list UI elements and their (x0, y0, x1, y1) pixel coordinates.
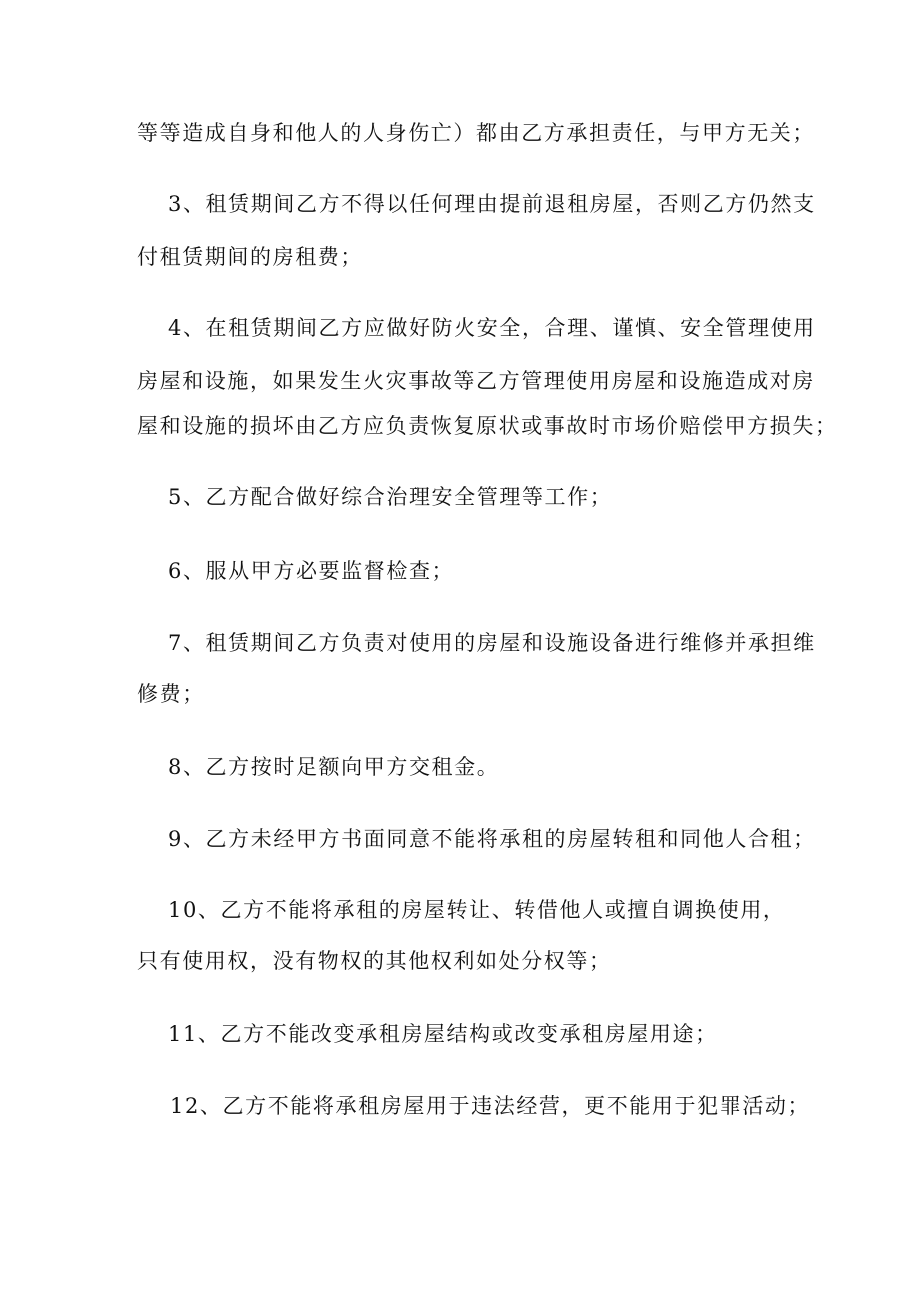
text-line: 等等造成自身和他人的人身伤亡）都由乙方承担责任，与甲方无关； (137, 121, 815, 145)
text-line: 11、乙方不能改变承租房屋结构或改变承租房屋用途； (168, 1022, 718, 1046)
text-line: 4、在租赁期间乙方应做好防火安全，合理、谨慎、安全管理使用 (168, 316, 816, 340)
text-line: 12、乙方不能将承租房屋用于违法经营，更不能用于犯罪活动； (170, 1094, 811, 1118)
text-line: 修费； (137, 682, 205, 706)
text-line: 8、乙方按时足额向甲方交租金。 (168, 755, 500, 779)
text-line: 5、乙方配合做好综合治理安全管理等工作； (168, 485, 613, 509)
text-line: 屋和设施的损坏由乙方应负责恢复原状或事故时市场价赔偿甲方损失； (137, 414, 838, 438)
text-line: 6、服从甲方必要监督检查； (168, 559, 455, 583)
text-line: 只有使用权，没有物权的其他权利如处分权等； (137, 949, 612, 973)
text-line: 7、租赁期间乙方负责对使用的房屋和设施设备进行维修并承担维 (168, 631, 816, 655)
text-line: 9、乙方未经甲方书面同意不能将承租的房屋转租和同他人合租； (168, 827, 816, 851)
text-line: 房屋和设施，如果发生火灾事故等乙方管理使用房屋和设施造成对房 (137, 369, 815, 393)
text-line: 10、乙方不能将承租的房屋转让、转借他人或擅自调换使用， (168, 898, 786, 922)
text-line: 3、租赁期间乙方不得以任何理由提前退租房屋，否则乙方仍然支 (168, 192, 816, 216)
text-line: 付租赁期间的房租费； (137, 245, 363, 269)
